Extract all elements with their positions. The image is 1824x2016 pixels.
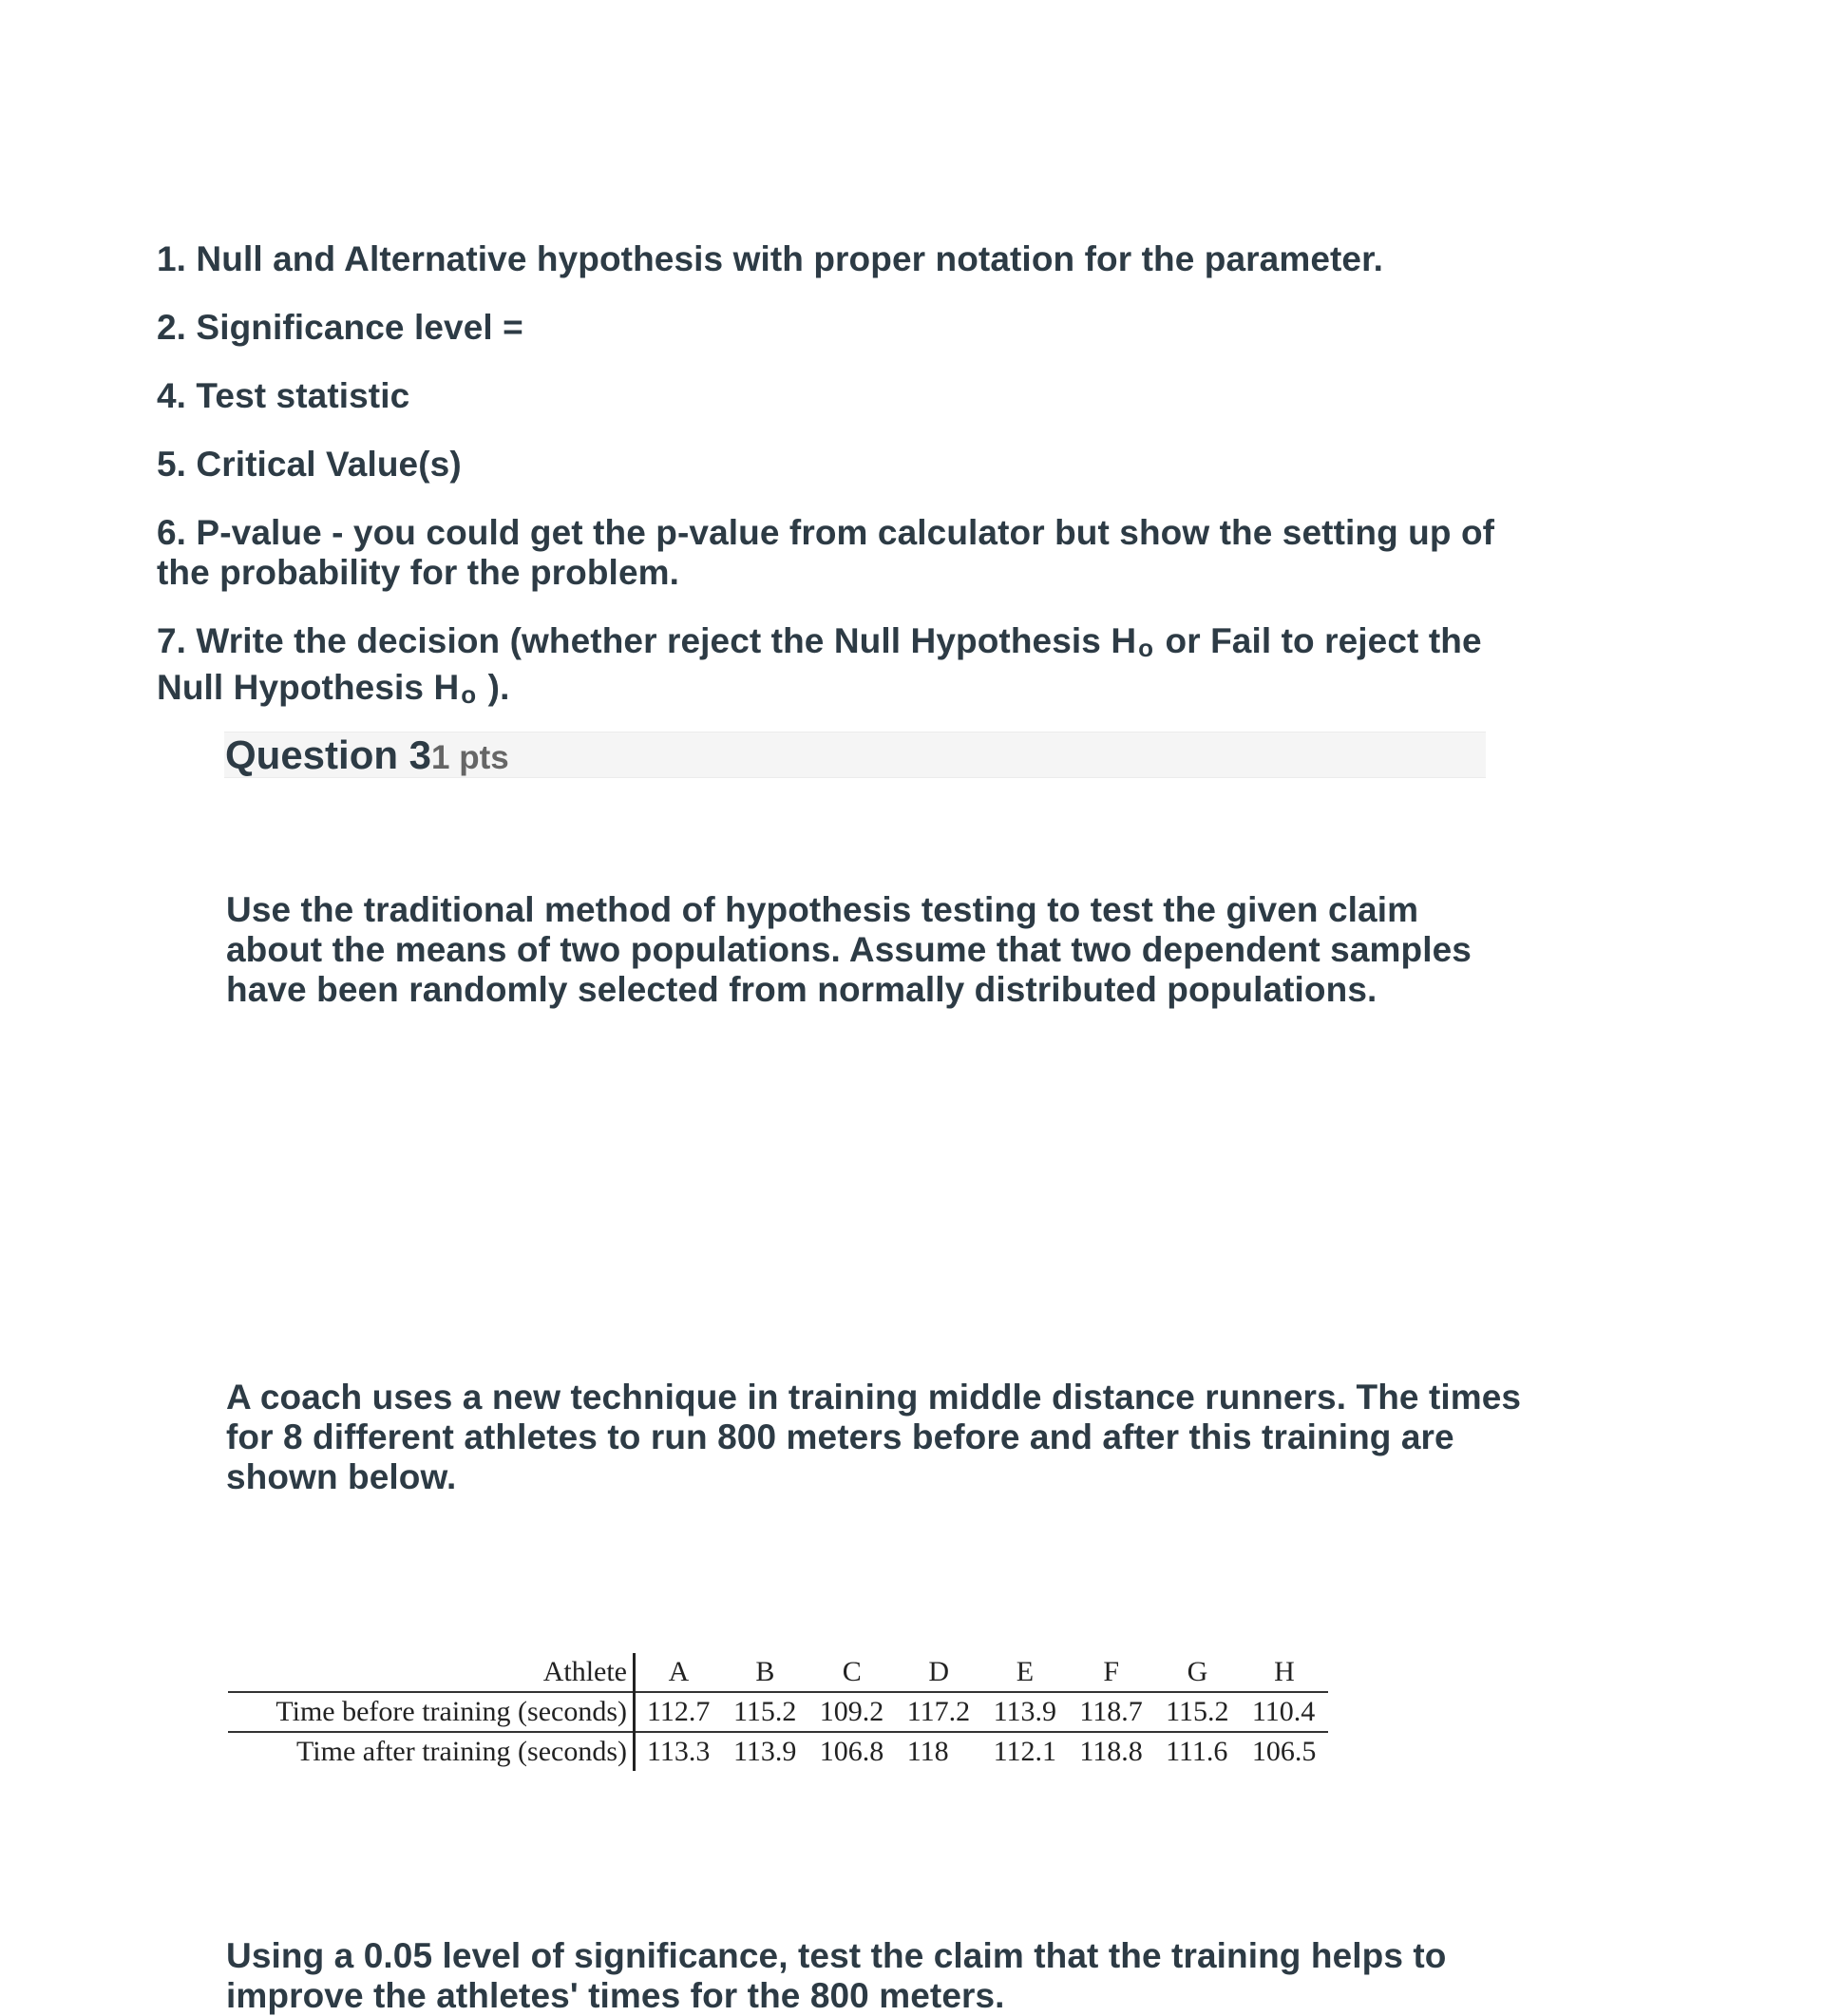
- table-cell: 113.3: [647, 1736, 711, 1767]
- table-cell: 118.8: [1079, 1736, 1143, 1767]
- table-cell: 110.4: [1241, 1692, 1328, 1732]
- row-label: Time after training (seconds): [228, 1732, 635, 1771]
- question-intro: Use the traditional method of hypothesis testing to test the given claim about the means of two populations. Assume that two dependent samples have been randomly selected from normally distributed populations.: [226, 890, 1472, 1009]
- athlete-header: C: [842, 1656, 862, 1687]
- table-cell: 118: [906, 1736, 949, 1767]
- table-cell: 115.2: [722, 1692, 808, 1732]
- data-table: [228, 1653, 1328, 1771]
- table-header-row: [228, 1653, 1328, 1692]
- table-cell: 106.5: [1251, 1736, 1317, 1767]
- table-cell: 113.9: [982, 1692, 1069, 1732]
- table-cell: 113.9: [732, 1736, 797, 1767]
- table-cell: 115.2: [1154, 1692, 1241, 1732]
- athlete-header: A: [668, 1656, 690, 1687]
- step-1: 1. Null and Alternative hypothesis with proper notation for the parameter.: [157, 239, 1383, 278]
- table-row: [228, 1732, 1328, 1771]
- step-4: 4. Test statistic: [157, 376, 410, 415]
- row-label: Time before training (seconds): [228, 1692, 635, 1732]
- table-cell: 117.2: [896, 1692, 982, 1732]
- table-cell: 118.7: [1068, 1692, 1154, 1732]
- table-cell: 106.8: [819, 1736, 884, 1767]
- table-cell: 111.6: [1166, 1736, 1228, 1767]
- question-points: 1 pts: [431, 739, 509, 776]
- null-hypothesis-subscript: o: [1138, 634, 1154, 662]
- table-cell: 112.1: [993, 1736, 1056, 1767]
- table-cell: 112.7: [635, 1692, 722, 1732]
- question-header: [224, 732, 1486, 778]
- athlete-header: E: [1016, 1656, 1035, 1687]
- athlete-header: G: [1187, 1656, 1208, 1687]
- step-7: [157, 621, 1525, 714]
- step-7-part2: or Fail to reject the Null Hypothesis H: [157, 621, 1482, 707]
- table-row: [228, 1692, 1328, 1732]
- step-2: 2. Significance level =: [157, 308, 523, 347]
- step-6: 6. P-value - you could get the p-value from calculator but show the setting up of the probability for the problem.: [157, 513, 1495, 592]
- athlete-times-table: [228, 1653, 1328, 1775]
- table-cell: 109.2: [808, 1692, 896, 1732]
- step-7-part1: 7. Write the decision (whether reject the Null Hypothesis H: [157, 621, 1137, 660]
- step-7-part3: ).: [478, 668, 510, 707]
- question-title-row: [225, 733, 509, 780]
- question-claim: Using a 0.05 level of significance, test the claim that the training helps to improve the athletes' times for the 800 meters.: [226, 1936, 1447, 2015]
- athlete-header: F: [1103, 1656, 1120, 1687]
- null-hypothesis-subscript: o: [461, 680, 477, 709]
- question-title: Question 3: [225, 732, 432, 777]
- step-5: 5. Critical Value(s): [157, 445, 462, 484]
- athlete-header: B: [755, 1656, 775, 1687]
- question-scenario: A coach uses a new technique in training middle distance runners. The times for 8 different athletes to run 800 meters before and after this training are shown below.: [226, 1378, 1522, 1496]
- table-header-label: Athlete: [228, 1653, 635, 1692]
- instruction-steps: [157, 239, 1525, 743]
- athlete-header: H: [1274, 1656, 1295, 1687]
- athlete-header: D: [928, 1656, 949, 1687]
